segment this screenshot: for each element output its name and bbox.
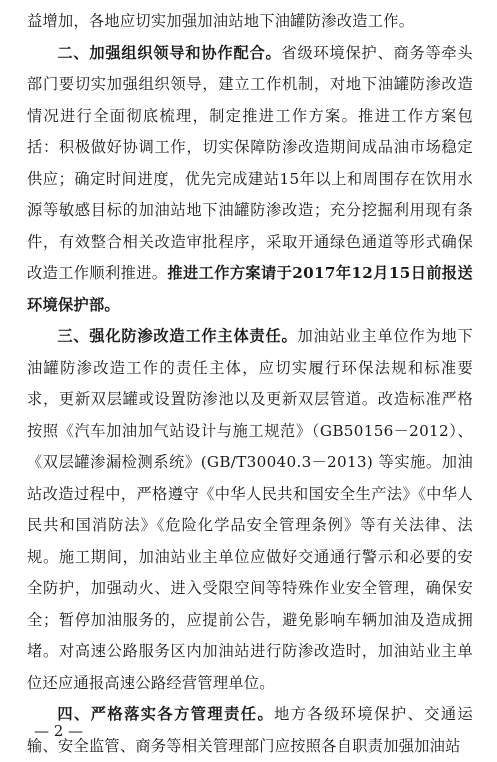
section-4-heading: 四、严格落实各方管理责任。 [57, 705, 275, 723]
page-number: — 2 — [34, 722, 84, 740]
section-3-body: 加油站业主单位作为地下油罐防渗改造工作的责任主体，应切实履行环保法规和标准要求，更新双层罐或设置防渗池以及更新双层管道。改造标准严格按照《汽车加油加气站设计与施工规范》（GB50156－2012）、《双层罐渗漏检测系统》(GB/T30040.3－2013) 等实施。加油站改造过程中，严格遵守《中华人民共和国安全生产法》《中华人民共和国消防法》《危险化学品安全管理条例》等有关法律、法规。施工期间，加油站业主单位应做好交通通行警示和必要的安全防护，加强动火、进入受限空间等特殊作业安全管理，确保安全；暂停加油服务的，应提前公告，避免影响车辆加油及造成拥堵。对高速公路服务区内加油站进行防渗改造时，加油站业主单位还应通报高速公路经营管理单位。 [27, 327, 474, 692]
paragraph-section-2 [27, 38, 473, 322]
paragraph-continuation: 益增加，各地应切实加强加油站地下油罐防渗改造工作。 [27, 12, 415, 30]
section-2-deadline: 推进工作方案请于2017年12月15日前报送环境保护部。 [27, 264, 474, 314]
section-2-heading: 二、加强组织领导和协作配合。 [57, 43, 282, 62]
paragraph-section-3 [27, 321, 473, 699]
section-3-heading: 三、强化防渗改造工作主体责任。 [57, 327, 298, 345]
section-2-body: 省级环境保护、商务等牵头部门要切实加强组织领导，建立工作机制，对地下油罐防渗改造情况进行全面彻底梳理，制定推进工作方案。推进工作方案包括：积极做好协调工作，切实保障防渗改造期间成品油市场稳定供应；确定时间进度，优先完成建站15年以上和周围存在饮用水源等敏感目标的加油站地下油罐防渗改造；充分挖掘利用现有条件，有效整合相关改造审批程序，采取开通绿色通道等形式确保改造工作顺利推进。 [27, 43, 473, 282]
section-4-body: 地方各级环境保护、交通运输、安全监管、商务等相关管理部门应按照各自职责加强加油站 [27, 705, 473, 755]
paragraph-section-4 [27, 699, 473, 762]
